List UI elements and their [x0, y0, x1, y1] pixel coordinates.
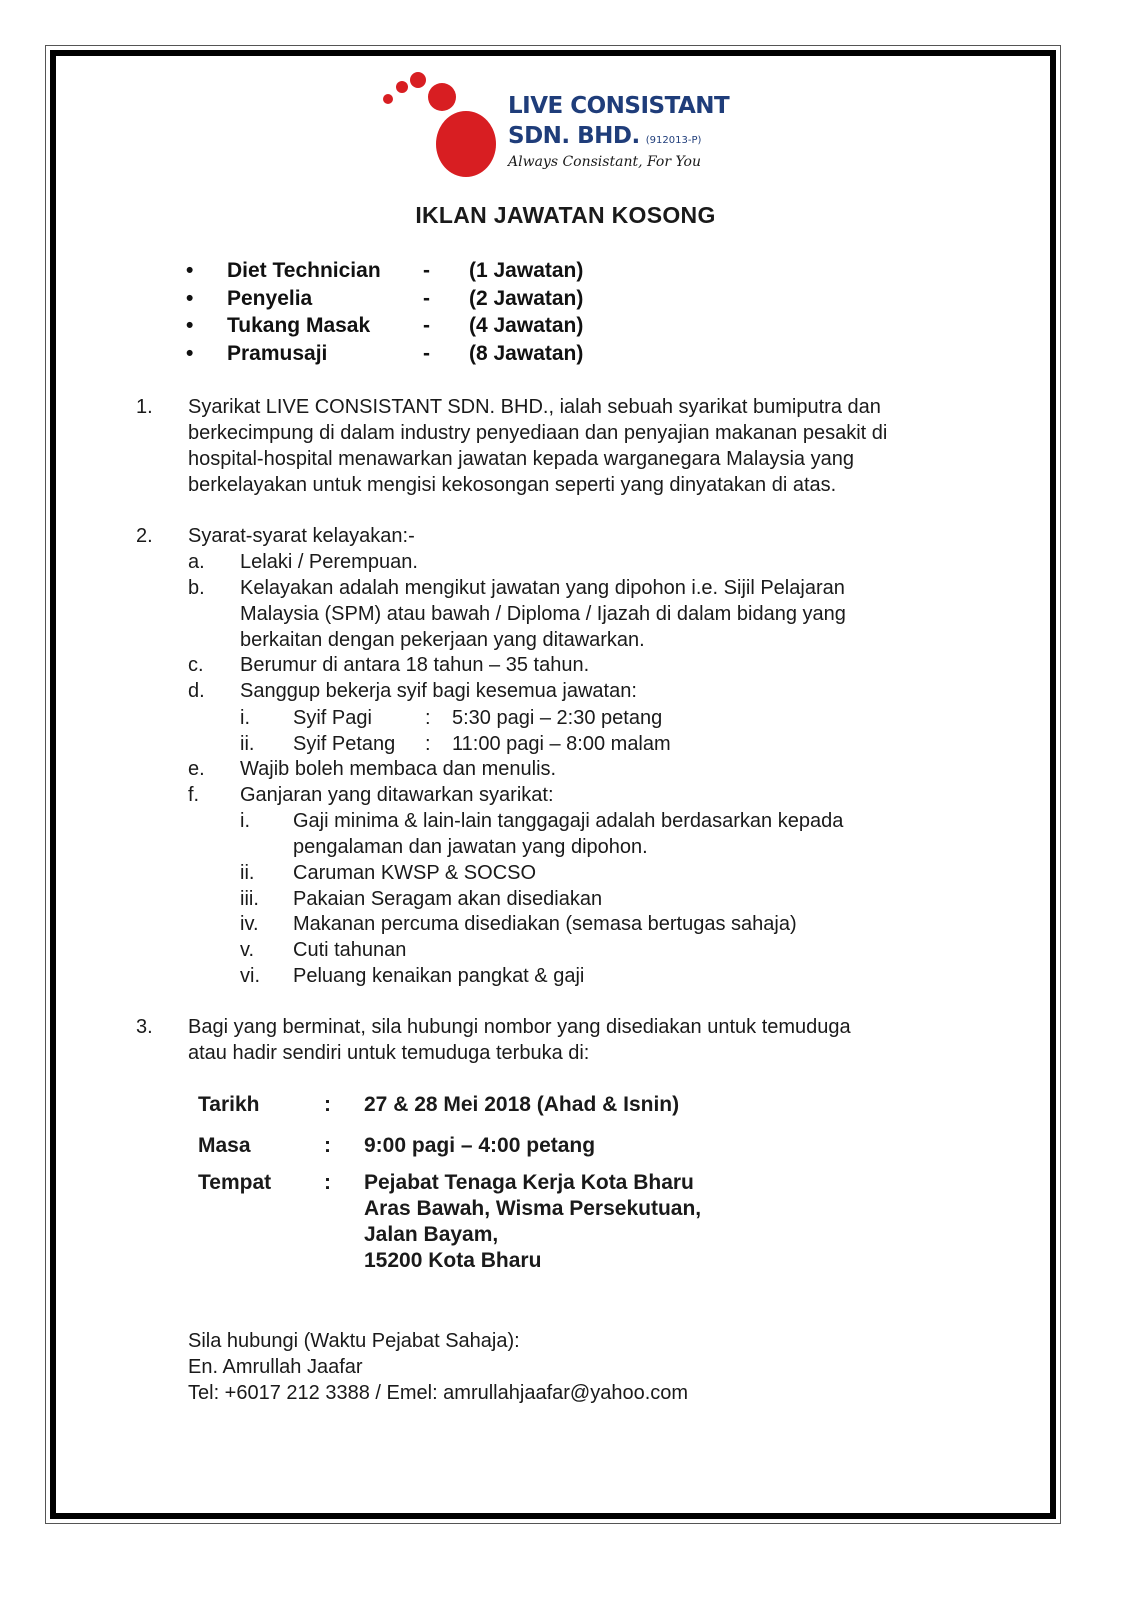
list-roman: ii.	[240, 862, 255, 884]
list-letter: e.	[188, 758, 205, 780]
shift-name: Syif Pagi	[293, 707, 372, 729]
section1-line: hospital-hospital menawarkan jawatan kepada warganegara Malaysia yang	[188, 448, 854, 470]
job-vacancy-count: (1 Jawatan)	[469, 259, 584, 282]
place-address-line: Pejabat Tenaga Kerja Kota Bharu	[364, 1171, 694, 1194]
shift-time: 5:30 pagi – 2:30 petang	[452, 707, 663, 729]
time-label: Masa	[198, 1134, 251, 1157]
bullet-icon: •	[186, 314, 194, 337]
list-letter: a.	[188, 551, 205, 573]
time-colon: :	[324, 1134, 331, 1157]
logo-dot-tiny	[383, 94, 393, 104]
list-letter: b.	[188, 577, 205, 599]
job-title: Penyelia	[227, 286, 313, 310]
contact-details: Tel: +6017 212 3388 / Emel: amrullahjaafar@yahoo.com	[188, 1382, 689, 1404]
place-address-line: Aras Bawah, Wisma Persekutuan,	[364, 1197, 702, 1220]
company-logo	[380, 70, 730, 180]
list-roman: iv.	[240, 913, 259, 935]
section1-line: berkelayakan untuk mengisi kekosongan seperti yang dinyatakan di atas.	[188, 474, 837, 496]
date-value: 27 & 28 Mei 2018 (Ahad & Isnin)	[364, 1093, 680, 1116]
job-vacancy-count: (4 Jawatan)	[469, 314, 584, 337]
job-separator: -	[423, 259, 430, 282]
contact-person: En. Amrullah Jaafar	[188, 1356, 363, 1378]
section2-heading: Syarat-syarat kelayakan:-	[188, 525, 415, 547]
list-roman: i.	[240, 707, 250, 729]
logo-tagline: Always Consistant, For You	[508, 154, 701, 170]
place-address-line: Jalan Bayam,	[364, 1223, 499, 1246]
requirement-qualification: berkaitan dengan pekerjaan yang ditawarkan.	[240, 629, 645, 651]
benefit-item: Makanan percuma disediakan (semasa bertugas sahaja)	[293, 913, 797, 935]
list-roman: vi.	[240, 965, 260, 987]
list-letter: c.	[188, 654, 204, 676]
place-colon: :	[324, 1171, 331, 1194]
benefit-item: Pakaian Seragam akan disediakan	[293, 888, 603, 910]
benefit-item: Cuti tahunan	[293, 939, 407, 961]
logo-dot-heel	[436, 111, 496, 177]
logo-registration-number: (912013-P)	[645, 135, 702, 146]
benefit-item: pengalaman dan jawatan yang dipohon.	[293, 836, 648, 858]
benefit-item: Caruman KWSP & SOCSO	[293, 862, 537, 884]
place-label: Tempat	[198, 1171, 272, 1194]
requirement-gender: Lelaki / Perempuan.	[240, 551, 418, 573]
footprint-logo-icon	[380, 70, 505, 180]
contact-heading: Sila hubungi (Waktu Pejabat Sahaja):	[188, 1330, 520, 1352]
bullet-icon: •	[186, 341, 194, 365]
list-roman: i.	[240, 810, 250, 832]
job-vacancy-count: (2 Jawatan)	[469, 286, 584, 310]
job-vacancy-count: (8 Jawatan)	[469, 341, 584, 365]
page-title: IKLAN JAWATAN KOSONG	[415, 202, 716, 228]
benefit-item: Gaji minima & lain-lain tanggagaji adalah berdasarkan kepada	[293, 810, 844, 832]
logo-dot-medium	[410, 72, 426, 88]
logo-dot-small	[396, 81, 408, 93]
requirement-age: Berumur di antara 18 tahun – 35 tahun.	[240, 654, 590, 676]
time-value: 9:00 pagi – 4:00 petang	[364, 1134, 596, 1157]
date-label: Tarikh	[198, 1093, 260, 1116]
date-colon: :	[324, 1093, 331, 1116]
section1-line: berkecimpung di dalam industry penyediaan dan penyajian makanan pesakit di	[188, 422, 888, 444]
job-title: Diet Technician	[227, 259, 381, 282]
bullet-icon: •	[186, 286, 194, 310]
shift-time: 11:00 pagi – 8:00 malam	[452, 733, 671, 755]
bullet-icon: •	[186, 259, 194, 282]
section1-line: Syarikat LIVE CONSISTANT SDN. BHD., ialah sebuah syarikat bumiputra dan	[188, 396, 881, 418]
job-separator: -	[423, 314, 430, 337]
section-number: 2.	[136, 525, 153, 547]
logo-sdn-bhd: SDN. BHD.	[508, 123, 640, 149]
list-letter: f.	[188, 784, 200, 806]
section3-line: atau hadir sendiri untuk temuduga terbuka di:	[188, 1042, 590, 1064]
shift-colon: :	[425, 733, 431, 755]
requirement-qualification: Kelayakan adalah mengikut jawatan yang dipohon i.e. Sijil Pelajaran	[240, 577, 845, 599]
section-number: 3.	[136, 1016, 153, 1038]
job-separator: -	[423, 341, 430, 365]
list-roman: v.	[240, 939, 255, 961]
shift-colon: :	[425, 707, 431, 729]
list-roman: ii.	[240, 733, 255, 755]
logo-dot-large	[428, 83, 456, 111]
list-letter: d.	[188, 680, 205, 702]
requirement-literacy: Wajib boleh membaca dan menulis.	[240, 758, 557, 780]
section3-line: Bagi yang berminat, sila hubungi nombor yang disediakan untuk temuduga	[188, 1016, 851, 1038]
job-title: Tukang Masak	[227, 314, 371, 337]
job-title: Pramusaji	[227, 341, 328, 365]
shift-name: Syif Petang	[293, 733, 396, 755]
benefit-item: Peluang kenaikan pangkat & gaji	[293, 965, 585, 987]
section-number: 1.	[136, 396, 153, 418]
logo-company-name: LIVE CONSISTANT	[508, 93, 730, 119]
job-separator: -	[423, 286, 430, 310]
place-address-line: 15200 Kota Bharu	[364, 1249, 542, 1272]
logo-company-suffix	[508, 122, 701, 155]
list-roman: iii.	[240, 888, 259, 910]
requirement-shift: Sanggup bekerja syif bagi kesemua jawatan:	[240, 680, 637, 702]
benefits-heading: Ganjaran yang ditawarkan syarikat:	[240, 784, 554, 806]
requirement-qualification: Malaysia (SPM) atau bawah / Diploma / Ijazah di dalam bidang yang	[240, 603, 846, 625]
